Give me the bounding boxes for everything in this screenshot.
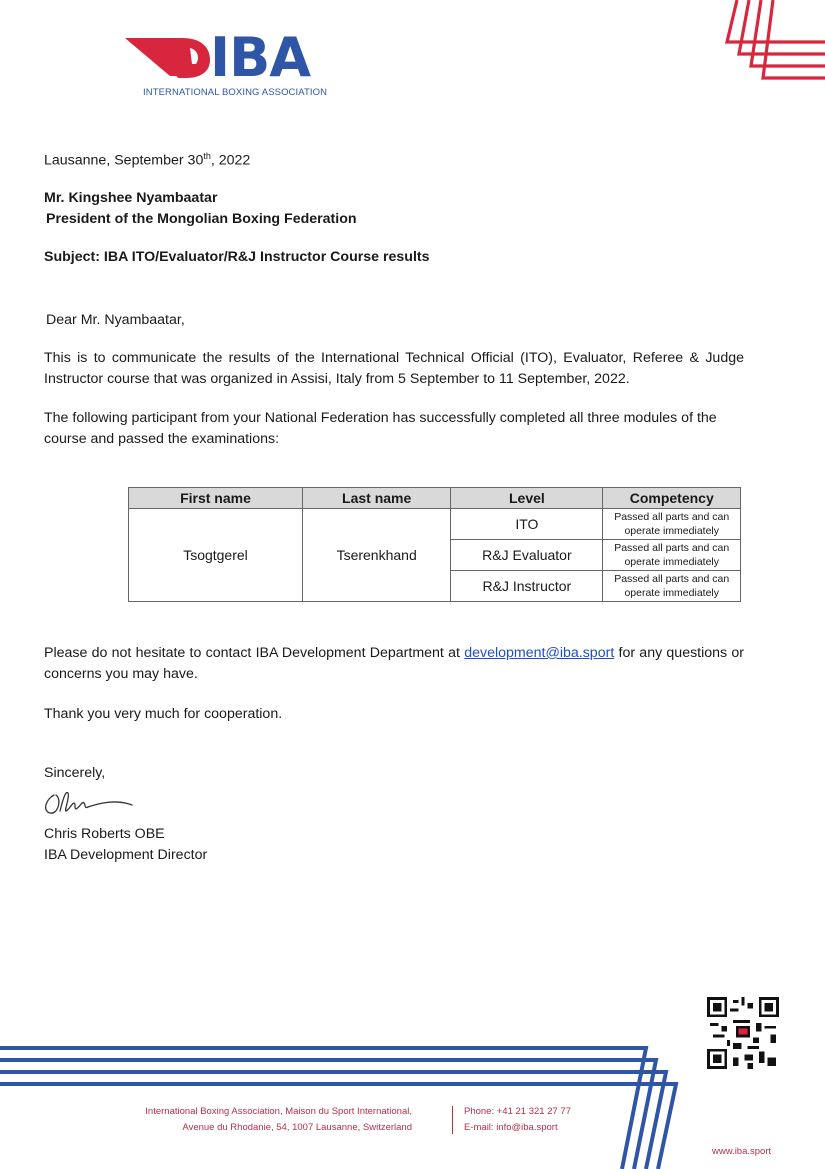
cell-competency: Passed all parts and can operate immediately: [603, 571, 741, 602]
header-first-name: First name: [129, 488, 303, 509]
cell-level: R&J Evaluator: [451, 540, 603, 571]
cell-competency: Passed all parts and can operate immediately: [603, 509, 741, 540]
closing: Sincerely,: [44, 765, 106, 781]
footer-website: www.iba.sport: [712, 1146, 772, 1157]
signer-name: Chris Roberts OBE: [44, 826, 165, 842]
table-row: [129, 509, 741, 540]
logo-subtitle: INTERNATIONAL BOXING ASSOCIATION: [143, 87, 328, 98]
paragraph-participant-intro: The following participant from your National Federation has successfully completed all three modules of the course and passed the examinations:: [44, 410, 717, 447]
cell-first-name: Tsogtgerel: [129, 509, 303, 602]
cell-level: ITO: [451, 509, 603, 540]
qr-code: [707, 997, 779, 1069]
footer-separator: [452, 1106, 453, 1134]
salutation: Dear Mr. Nyambaatar,: [46, 312, 185, 328]
header-level: Level: [451, 488, 603, 509]
cell-level: R&J Instructor: [451, 571, 603, 602]
footer-email: E-mail: info@iba.sport: [464, 1122, 558, 1133]
header-competency: Competency: [603, 488, 741, 509]
place-date: Lausanne, September 30th, 2022: [44, 151, 251, 169]
contact-email-link[interactable]: development@iba.sport: [464, 645, 615, 661]
handwritten-signature: [40, 785, 140, 821]
cell-last-name: Tserenkhand: [302, 509, 450, 602]
paragraph-course-info: This is to communicate the results of the International Technical Official (ITO), Evaluator, Referee & Judge Instructor course that was organized in Assisi, Italy from 5 September to 11 September, 2022.: [44, 350, 744, 387]
paragraph-contact: Please do not hesitate to contact IBA Development Department at development@iba.sport for any questions or concerns you may have.: [44, 645, 745, 682]
recipient-name: Mr. Kingshee Nyambaatar: [44, 190, 218, 206]
recipient-title: President of the Mongolian Boxing Federation: [46, 211, 357, 227]
cell-competency: Passed all parts and can operate immediately: [603, 540, 741, 571]
header-last-name: Last name: [302, 488, 450, 509]
letter-subject: Subject: IBA ITO/Evaluator/R&J Instructor Course results: [44, 249, 430, 265]
footer-phone: Phone: +41 21 321 27 77: [464, 1106, 571, 1117]
corner-stripes-decoration: [725, 0, 825, 85]
signer-title: IBA Development Director: [44, 847, 208, 863]
thanks-line: Thank you very much for cooperation.: [44, 706, 283, 722]
logo-wordmark: IBA: [210, 26, 311, 89]
footer-address: International Boxing Association, Maison du Sport International, Avenue du Rhodanie, 54, 1007 Lausanne, Switzerland: [145, 1106, 412, 1133]
results-table: [128, 487, 741, 602]
footer-contact: [464, 1104, 571, 1136]
